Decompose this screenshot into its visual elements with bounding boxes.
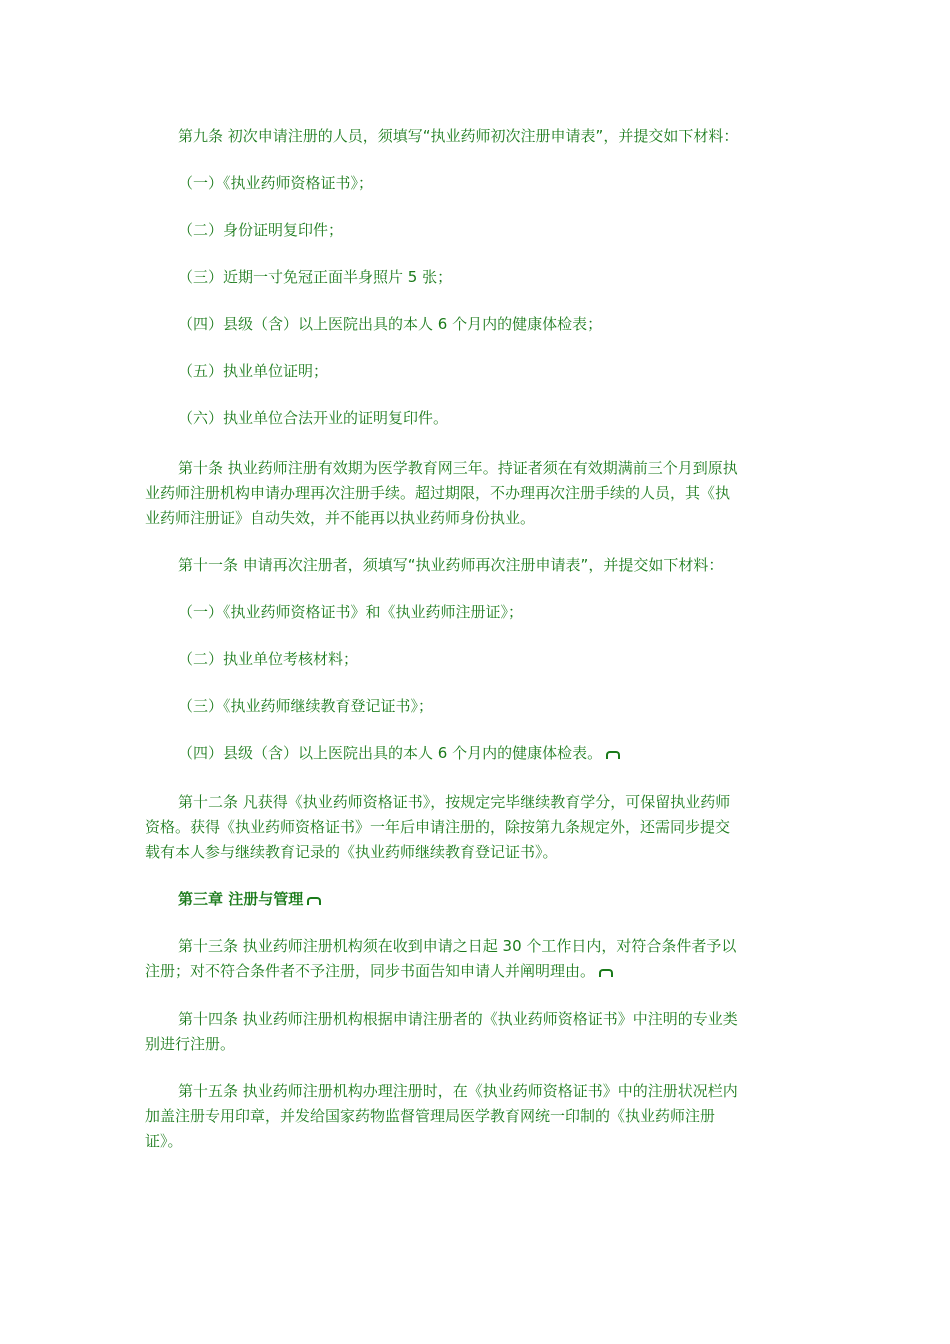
article-14-line-2: 别进行注册。 (145, 1035, 236, 1053)
article-11-item-4 (178, 741, 620, 765)
article-11-item-4-text: （四）县级（含）以上医院出具的本人 6 个月内的健康体检表。 (178, 744, 603, 762)
article-12-line-2: 资格。获得《执业药师资格证书》一年后申请注册的，除按第九条规定外，还需同步提交 (145, 818, 731, 836)
article-11-intro: 第十一条 申请再次注册者，须填写“执业药师再次注册申请表”，并提交如下材料： (178, 556, 724, 574)
chapter-3-heading (178, 887, 321, 911)
article-11-item-3: （三）《执业药师继续教育登记证书》； (178, 697, 434, 715)
article-13-line-1: 第十三条 执业药师注册机构须在收到申请之日起 30 个工作日内，对符合条件者予以 (178, 937, 737, 955)
article-12-line-3: 载有本人参与继续教育记录的《执业药师继续教育登记证书》。 (145, 843, 558, 861)
article-9-item-1: （一）《执业药师资格证书》； (178, 174, 374, 192)
article-10-line-1: 第十条 执业药师注册有效期为医学教育网三年。持证者须在有效期满前三个月到原执 (178, 459, 738, 477)
article-10-line-3: 业药师注册证》自动失效，并不能再以执业药师身份执业。 (145, 509, 536, 527)
article-12-line-1: 第十二条 凡获得《执业药师资格证书》，按规定完毕继续教育学分，可保留执业药师 (178, 793, 731, 811)
article-10-line-2: 业药师注册机构申请办理再次注册手续。超过期限，不办理再次注册手续的人员，其《执 (145, 484, 731, 502)
paragraph-mark-icon (307, 897, 321, 905)
article-9-item-5: （五）执业单位证明； (178, 362, 329, 380)
article-15-line-2: 加盖注册专用印章，并发给国家药物监督管理局医学教育网统一印制的《执业药师注册 (145, 1107, 716, 1125)
article-9-item-3: （三）近期一寸免冠正面半身照片 5 张； (178, 268, 453, 286)
article-11-item-1: （一）《执业药师资格证书》和《执业药师注册证》； (178, 603, 524, 621)
article-15-line-1: 第十五条 执业药师注册机构办理注册时，在《执业药师资格证书》中的注册状况栏内 (178, 1082, 738, 1100)
article-9-intro: 第九条 初次申请注册的人员，须填写“执业药师初次注册申请表”，并提交如下材料： (178, 127, 739, 145)
article-13-line-2 (145, 959, 613, 983)
paragraph-mark-icon (599, 969, 613, 977)
article-11-item-2: （二）执业单位考核材料； (178, 650, 359, 668)
article-14-line-1: 第十四条 执业药师注册机构根据申请注册者的《执业药师资格证书》中注明的专业类 (178, 1010, 738, 1028)
article-13-line-2-text: 注册；对不符合条件者不予注册，同步书面告知申请人并阐明理由。 (145, 962, 596, 980)
article-9-item-2: （二）身份证明复印件； (178, 221, 344, 239)
article-9-item-4: （四）县级（含）以上医院出具的本人 6 个月内的健康体检表； (178, 315, 603, 333)
article-9-item-6: （六）执业单位合法开业的证明复印件。 (178, 409, 449, 427)
paragraph-mark-icon (606, 751, 620, 759)
article-15-line-3: 证》。 (145, 1132, 183, 1150)
chapter-3-title: 第三章 注册与管理 (178, 890, 304, 908)
